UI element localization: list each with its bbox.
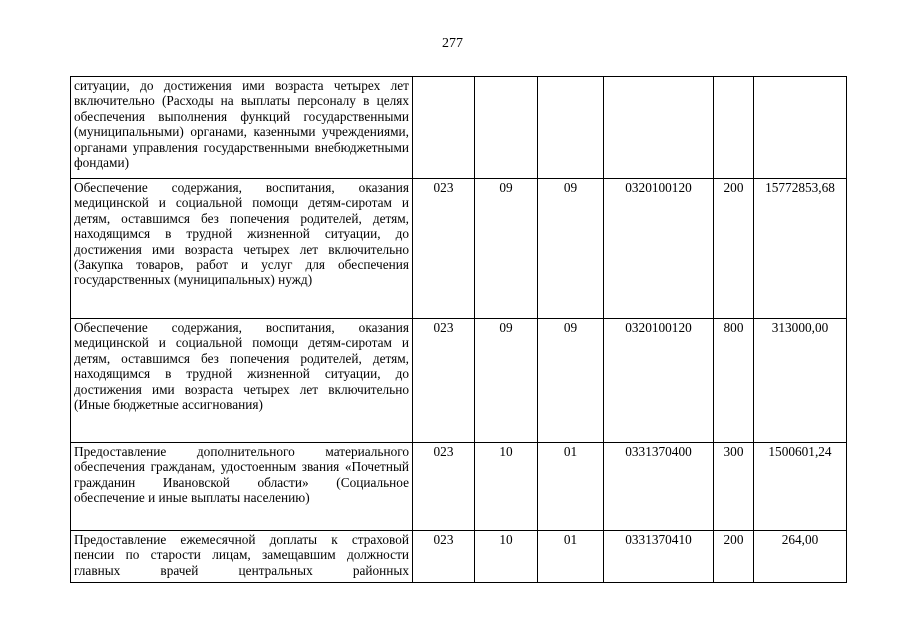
target-code: 0331370400 xyxy=(604,443,714,531)
admin-code: 023 xyxy=(413,179,475,319)
section-code xyxy=(475,77,538,179)
target-code: 0331370410 xyxy=(604,531,714,583)
target-code xyxy=(604,77,714,179)
amount: 1500601,24 xyxy=(754,443,847,531)
amount: 313000,00 xyxy=(754,319,847,443)
amount: 15772853,68 xyxy=(754,179,847,319)
subsection-code: 09 xyxy=(538,179,604,319)
amount xyxy=(754,77,847,179)
expense-type-code: 800 xyxy=(714,319,754,443)
target-code: 0320100120 xyxy=(604,179,714,319)
row-description: Обеспечение содержания, воспитания, оказания медицинской и социальной помощи детям-сиротам и детям, оставшимся без попечения родителей, детям, находящимся в трудной жизненной ситуации, до достижения ими возраста четырех лет включительно (Иные бюджетные ассигнования) xyxy=(71,319,413,443)
admin-code: 023 xyxy=(413,531,475,583)
row-description: Предоставление ежемесячной доплаты к страховой пенсии по старости лицам, замещавшим должности главных врачей центральных районных xyxy=(71,531,413,583)
admin-code xyxy=(413,77,475,179)
row-description: ситуации, до достижения ими возраста четырех лет включительно (Расходы на выплаты персоналу в целях обеспечения выполнения функций государственными (муниципальными) органами, казенными учреждениями, органами управления государственными внебюджетными фондами) xyxy=(71,77,413,179)
table-row xyxy=(71,179,847,319)
subsection-code: 01 xyxy=(538,443,604,531)
amount: 264,00 xyxy=(754,531,847,583)
table-row xyxy=(71,531,847,583)
expense-type-code: 300 xyxy=(714,443,754,531)
subsection-code: 09 xyxy=(538,319,604,443)
expense-type-code: 200 xyxy=(714,531,754,583)
subsection-code: 01 xyxy=(538,531,604,583)
row-description: Предоставление дополнительного материального обеспечения гражданам, удостоенным звания «Почетный гражданин Ивановской области» (Социальное обеспечение и иные выплаты населению) xyxy=(71,443,413,531)
section-code: 10 xyxy=(475,531,538,583)
section-code: 10 xyxy=(475,443,538,531)
table-row xyxy=(71,77,847,179)
expense-type-code: 200 xyxy=(714,179,754,319)
budget-table xyxy=(70,76,847,583)
section-code: 09 xyxy=(475,179,538,319)
section-code: 09 xyxy=(475,319,538,443)
table-row xyxy=(71,319,847,443)
subsection-code xyxy=(538,77,604,179)
table-row xyxy=(71,443,847,531)
page-number: 277 xyxy=(442,36,463,51)
row-description: Обеспечение содержания, воспитания, оказания медицинской и социальной помощи детям-сиротам и детям, оставшимся без попечения родителей, детям, находящимся в трудной жизненной ситуации, до достижения ими возраста четырех лет включительно (Закупка товаров, работ и услуг для обеспечения государственных (муниципальных) нужд) xyxy=(71,179,413,319)
admin-code: 023 xyxy=(413,443,475,531)
admin-code: 023 xyxy=(413,319,475,443)
target-code: 0320100120 xyxy=(604,319,714,443)
expense-type-code xyxy=(714,77,754,179)
